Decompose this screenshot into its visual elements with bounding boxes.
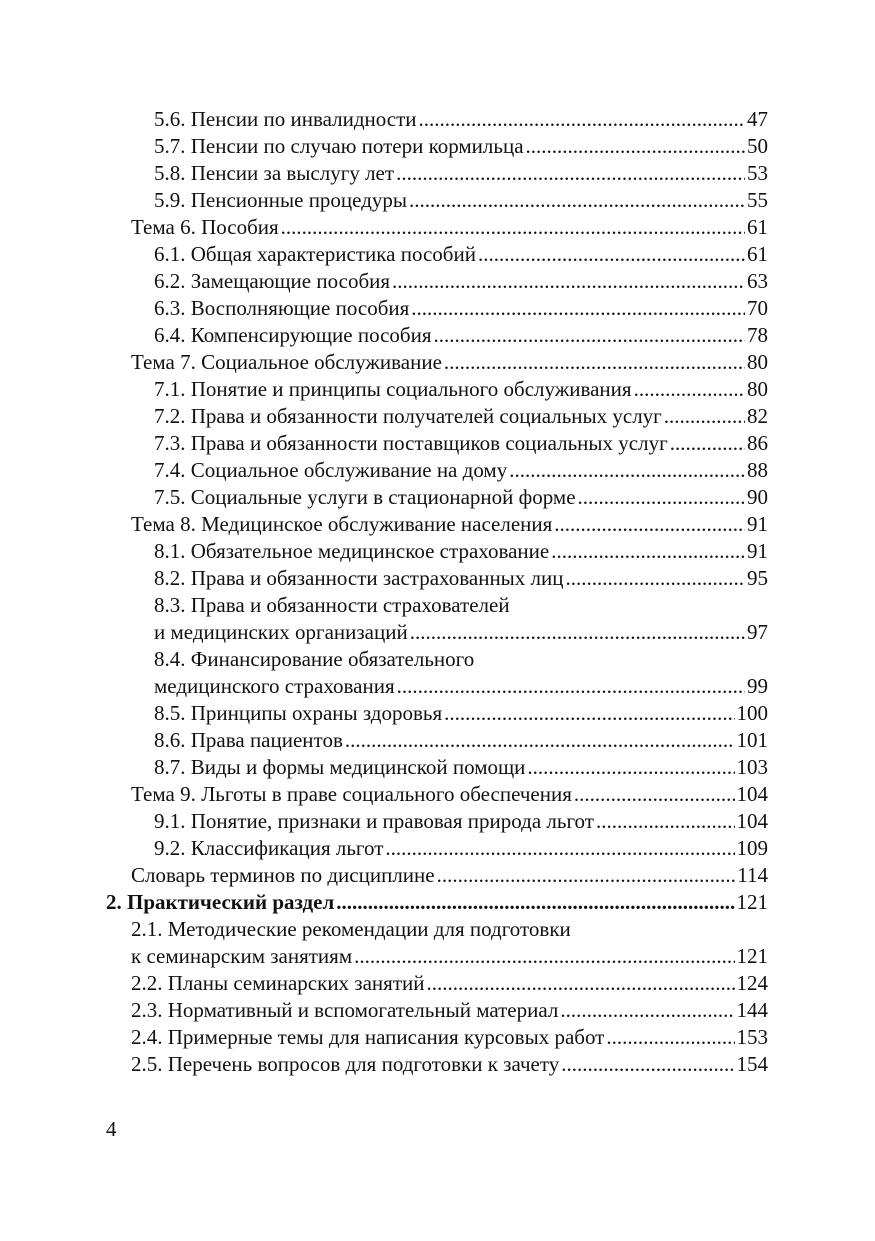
dot-leader bbox=[509, 457, 745, 484]
toc-entry-title: 7.5. Социальные услуги в стационарной форме bbox=[154, 485, 576, 509]
toc-entry bbox=[106, 754, 768, 781]
toc-entry bbox=[106, 916, 768, 943]
toc-entry bbox=[106, 457, 768, 484]
toc-entry bbox=[106, 1024, 768, 1051]
toc-entry-page: 99 bbox=[747, 674, 768, 698]
toc-entry bbox=[106, 511, 768, 538]
dot-leader bbox=[409, 187, 745, 214]
dot-leader bbox=[634, 376, 745, 403]
toc-entry-title: 2.3. Нормативный и вспомогательный материал bbox=[131, 998, 559, 1022]
toc-entry bbox=[106, 943, 768, 970]
toc-entry-title: 7.2. Права и обязанности получателей социальных услуг bbox=[154, 404, 662, 428]
toc-entry bbox=[106, 322, 768, 349]
toc-entry-title: 6.4. Компенсирующие пособия bbox=[154, 323, 432, 347]
toc-entry-page: 88 bbox=[747, 458, 768, 482]
toc-entry-title: 6.2. Замещающие пособия bbox=[154, 269, 391, 293]
toc-entry-page: 90 bbox=[747, 485, 768, 509]
toc-entry-title: Тема 8. Медицинское обслуживание населения bbox=[131, 512, 553, 536]
toc-entry bbox=[106, 835, 768, 862]
toc-entry bbox=[106, 295, 768, 322]
toc-entry-page: 78 bbox=[747, 323, 768, 347]
toc-entry bbox=[106, 565, 768, 592]
toc-entry-title: 2.2. Планы семинарских занятий bbox=[131, 971, 425, 995]
toc-entry-title: 2.1. Методические рекомендации для подготовки bbox=[131, 917, 571, 941]
toc-entry bbox=[106, 889, 768, 916]
dot-leader bbox=[396, 160, 745, 187]
toc-entry-title: 8.3. Права и обязанности страхователей bbox=[154, 593, 510, 617]
toc-entry bbox=[106, 268, 768, 295]
toc-entry bbox=[106, 403, 768, 430]
toc-entry-page: 100 bbox=[736, 701, 768, 725]
toc-entry-title: 8.7. Виды и формы медицинской помощи bbox=[154, 755, 526, 779]
toc-entry-page: 80 bbox=[747, 350, 768, 374]
toc-entry-page: 50 bbox=[747, 134, 768, 158]
toc-entry-title: 7.3. Права и обязанности поставщиков социальных услуг bbox=[154, 431, 668, 455]
toc-entry-title: 2. Практический раздел bbox=[106, 890, 335, 914]
toc-entry bbox=[106, 646, 768, 673]
dot-leader bbox=[281, 214, 745, 241]
dot-leader bbox=[419, 106, 745, 133]
toc-entry-title: 8.2. Права и обязанности застрахованных лиц bbox=[154, 566, 564, 590]
toc-entry-page: 153 bbox=[736, 1025, 768, 1049]
toc-entry-title: Тема 9. Льготы в праве социального обеспечения bbox=[131, 782, 572, 806]
toc-entry bbox=[106, 484, 768, 511]
toc-entry-page: 124 bbox=[736, 971, 768, 995]
toc-entry-page: 97 bbox=[747, 620, 768, 644]
toc-entry-page: 104 bbox=[736, 782, 768, 806]
toc-entry bbox=[106, 997, 768, 1024]
dot-leader bbox=[551, 538, 745, 565]
dot-leader bbox=[336, 889, 734, 916]
toc-entry-page: 103 bbox=[736, 755, 768, 779]
toc-entry bbox=[106, 700, 768, 727]
toc-entry bbox=[106, 781, 768, 808]
toc-entry bbox=[106, 727, 768, 754]
toc-entry bbox=[106, 106, 768, 133]
toc-entry-page: 82 bbox=[747, 404, 768, 428]
toc-entry-page: 53 bbox=[747, 161, 768, 185]
toc-entry bbox=[106, 970, 768, 997]
dot-leader bbox=[410, 619, 745, 646]
toc-entry-page: 91 bbox=[747, 539, 768, 563]
toc-entry-page: 61 bbox=[747, 242, 768, 266]
toc-entry-page: 70 bbox=[747, 296, 768, 320]
dot-leader bbox=[444, 349, 745, 376]
toc-entry-page: 63 bbox=[747, 269, 768, 293]
toc-entry-title: к семинарским занятиям bbox=[131, 944, 353, 968]
toc-entry-page: 121 bbox=[736, 890, 768, 914]
dot-leader bbox=[411, 295, 745, 322]
toc-entry-title: 7.1. Понятие и принципы социального обслуживания bbox=[154, 377, 632, 401]
dot-leader bbox=[560, 997, 734, 1024]
toc-entry bbox=[106, 241, 768, 268]
toc-entry-title: 5.9. Пенсионные процедуры bbox=[154, 188, 408, 212]
toc-entry-title: 8.1. Обязательное медицинское страхование bbox=[154, 539, 550, 563]
dot-leader bbox=[478, 241, 745, 268]
dot-leader bbox=[596, 808, 735, 835]
toc-entry bbox=[106, 619, 768, 646]
dot-leader bbox=[574, 781, 735, 808]
toc-entry bbox=[106, 133, 768, 160]
toc-entry bbox=[106, 538, 768, 565]
toc-entry-title: и медицинских организаций bbox=[154, 620, 408, 644]
dot-leader bbox=[397, 673, 745, 700]
toc-entry bbox=[106, 214, 768, 241]
toc-entry-page: 109 bbox=[736, 836, 768, 860]
toc-entry bbox=[106, 349, 768, 376]
toc-entry-page: 61 bbox=[747, 215, 768, 239]
page-number: 4 bbox=[106, 1117, 117, 1141]
toc-entry-title: 8.5. Принципы охраны здоровья bbox=[154, 701, 443, 725]
toc-entry-page: 86 bbox=[747, 431, 768, 455]
toc-entry-title: Тема 7. Социальное обслуживание bbox=[131, 350, 442, 374]
toc-entry-page: 114 bbox=[737, 863, 768, 887]
toc-entry bbox=[106, 160, 768, 187]
toc-entry bbox=[106, 1051, 768, 1078]
toc-entry-title: 5.7. Пенсии по случаю потери кормильца bbox=[154, 134, 524, 158]
toc-entry-title: 2.4. Примерные темы для написания курсовых работ bbox=[131, 1025, 605, 1049]
toc-entry-page: 55 bbox=[747, 188, 768, 212]
toc-entry-page: 101 bbox=[736, 728, 768, 752]
toc-entry-title: 9.1. Понятие, признаки и правовая природа льгот bbox=[154, 809, 594, 833]
toc-entry bbox=[106, 187, 768, 214]
dot-leader bbox=[554, 511, 745, 538]
toc-entry-title: 8.4. Финансирование обязательного bbox=[154, 647, 475, 671]
toc-entry-title: медицинского страхования bbox=[154, 674, 395, 698]
toc-entry-title: 5.8. Пенсии за выслугу лет bbox=[154, 161, 395, 185]
dot-leader bbox=[392, 268, 745, 295]
toc-entry-title: 5.6. Пенсии по инвалидности bbox=[154, 107, 417, 131]
toc-entry-title: Тема 6. Пособия bbox=[131, 215, 279, 239]
dot-leader bbox=[385, 835, 734, 862]
toc-entry-page: 80 bbox=[747, 377, 768, 401]
toc-entry bbox=[106, 430, 768, 457]
toc-entry bbox=[106, 808, 768, 835]
dot-leader bbox=[561, 1051, 734, 1078]
dot-leader bbox=[578, 484, 745, 511]
toc-entry-title: 7.4. Социальное обслуживание на дому bbox=[154, 458, 508, 482]
toc-entry-title: 6.3. Восполняющие пособия bbox=[154, 296, 410, 320]
toc-entry bbox=[106, 673, 768, 700]
dot-leader bbox=[444, 700, 734, 727]
dot-leader bbox=[566, 565, 746, 592]
dot-leader bbox=[437, 862, 736, 889]
toc-entry-page: 121 bbox=[736, 944, 768, 968]
toc-entry-title: 8.6. Права пациентов bbox=[154, 728, 343, 752]
toc-entry-title: 2.5. Перечень вопросов для подготовки к зачету bbox=[131, 1052, 560, 1076]
dot-leader bbox=[670, 430, 745, 457]
dot-leader bbox=[606, 1024, 734, 1051]
toc-entry-page: 95 bbox=[747, 566, 768, 590]
toc-entry-title: 9.2. Классификация льгот bbox=[154, 836, 384, 860]
toc-entry-page: 91 bbox=[747, 512, 768, 536]
toc-entry-page: 47 bbox=[747, 107, 768, 131]
toc-entry bbox=[106, 376, 768, 403]
table-of-contents bbox=[106, 106, 768, 1078]
toc-entry bbox=[106, 592, 768, 619]
dot-leader bbox=[345, 727, 735, 754]
toc-entry-title: Словарь терминов по дисциплине bbox=[131, 863, 435, 887]
dot-leader bbox=[354, 943, 734, 970]
toc-entry-page: 154 bbox=[736, 1052, 768, 1076]
toc-entry-page: 144 bbox=[736, 998, 768, 1022]
toc-entry-title: 6.1. Общая характеристика пособий bbox=[154, 242, 476, 266]
dot-leader bbox=[526, 133, 745, 160]
toc-entry-page: 104 bbox=[736, 809, 768, 833]
dot-leader bbox=[527, 754, 734, 781]
dot-leader bbox=[664, 403, 745, 430]
dot-leader bbox=[426, 970, 734, 997]
dot-leader bbox=[434, 322, 745, 349]
toc-entry bbox=[106, 862, 768, 889]
